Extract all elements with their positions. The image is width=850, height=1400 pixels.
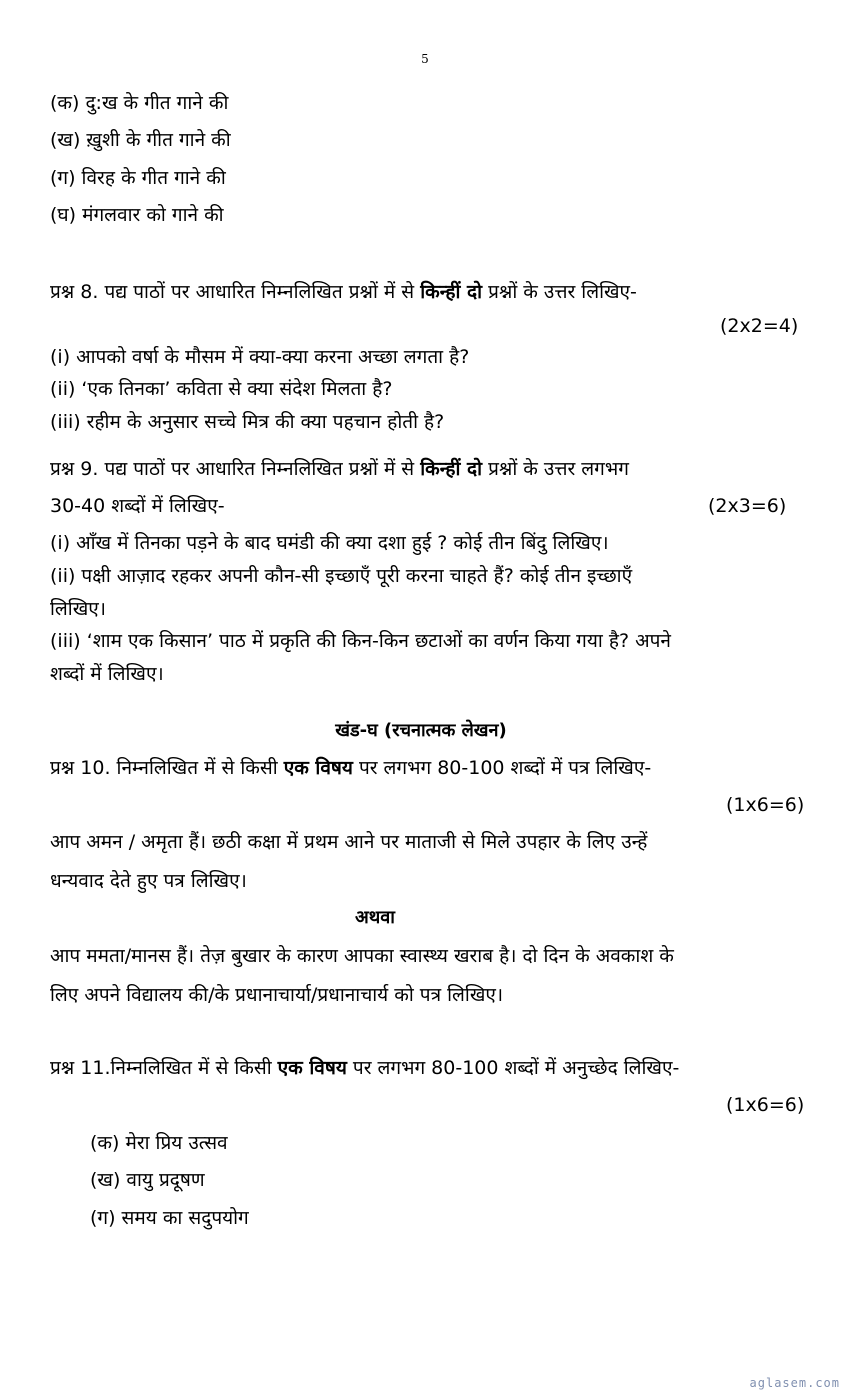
q8-item-1: (i) आपको वर्षा के मौसम में क्या-क्या करना अच्छा लगता है? <box>50 346 470 368</box>
q9-question <box>50 457 629 481</box>
q10-option2-line1: आप ममता/मानस हैं। तेज़ बुखार के कारण आपका स्वास्थ्य खराब है। दो दिन के अवकाश के <box>50 945 674 967</box>
q7-option-ga: (ग) विरह के गीत गाने की <box>50 167 226 189</box>
section-heading: खंड-घ (रचनात्मक लेखन) <box>335 720 507 741</box>
q11-option-ka: (क) मेरा प्रिय उत्सव <box>90 1132 228 1154</box>
q11-option-kha: (ख) वायु प्रदूषण <box>90 1169 205 1191</box>
q9-item-3: (iii) ‘शाम एक किसान’ पाठ में प्रकृति की किन-किन छटाओं का वर्णन किया गया है? अपने <box>50 630 671 652</box>
q9-item-2: (ii) पक्षी आज़ाद रहकर अपनी कौन-सी इच्छाएँ पूरी करना चाहते हैं? कोई तीन इच्छाएँ <box>50 565 633 587</box>
q11-suffix: पर लगभग 80-100 शब्दों में अनुच्छेद लिखिए- <box>346 1057 680 1079</box>
q7-option-ka: (क) दु:ख के गीत गाने की <box>50 92 229 114</box>
q11-prefix: प्रश्न 11.निम्नलिखित में से किसी <box>50 1057 278 1079</box>
q8-suffix: प्रश्नों के उत्तर लिखिए- <box>482 281 637 303</box>
q8-prefix: प्रश्न 8. पद्य पाठों पर आधारित निम्नलिखित प्रश्नों में से <box>50 281 421 303</box>
q9-item-3-cont: शब्दों में लिखिए। <box>50 663 164 685</box>
watermark-footer: aglasem.com <box>749 1376 840 1390</box>
q9-question-line2: 30-40 शब्दों में लिखिए- <box>50 495 225 517</box>
q10-option2-line2: लिए अपने विद्यालय की/के प्रधानाचार्या/प्रधानाचार्य को पत्र लिखिए। <box>50 984 504 1006</box>
q8-item-2: (ii) ‘एक तिनका’ कविता से क्या संदेश मिलता है? <box>50 378 393 400</box>
q10-bold: एक विषय <box>283 757 353 779</box>
q8-bold: किन्हीं दो <box>420 281 483 303</box>
q8-marks: (2x2=4) <box>720 315 799 337</box>
q11-marks: (1x6=6) <box>726 1094 805 1116</box>
q11-question <box>50 1056 679 1080</box>
q9-item-2-cont: लिखिए। <box>50 598 106 620</box>
q8-question <box>50 280 637 304</box>
q9-bold: किन्हीं दो <box>420 458 483 480</box>
page-number: 5 <box>421 52 429 66</box>
q9-marks: (2x3=6) <box>708 495 787 517</box>
q9-item-1: (i) आँख में तिनका पड़ने के बाद घमंडी की क्या दशा हुई ? कोई तीन बिंदु लिखिए। <box>50 532 609 554</box>
q10-option1-line1: आप अमन / अमृता हैं। छठी कक्षा में प्रथम आने पर माताजी से मिले उपहार के लिए उन्हें <box>50 831 648 853</box>
q10-suffix: पर लगभग 80-100 शब्दों में पत्र लिखिए- <box>352 757 652 779</box>
q10-question <box>50 756 651 780</box>
q7-option-gha: (घ) मंगलवार को गाने की <box>50 204 224 226</box>
q11-bold: एक विषय <box>277 1057 347 1079</box>
q9-prefix: प्रश्न 9. पद्य पाठों पर आधारित निम्नलिखित प्रश्नों में से <box>50 458 421 480</box>
q10-prefix: प्रश्न 10. निम्नलिखित में से किसी <box>50 757 284 779</box>
q7-option-kha: (ख) ख़ुशी के गीत गाने की <box>50 129 231 151</box>
q11-option-ga: (ग) समय का सदुपयोग <box>90 1207 249 1229</box>
or-label: अथवा <box>355 907 395 928</box>
q10-marks: (1x6=6) <box>726 794 805 816</box>
q10-option1-line2: धन्यवाद देते हुए पत्र लिखिए। <box>50 870 247 892</box>
q8-item-3: (iii) रहीम के अनुसार सच्चे मित्र की क्या पहचान होती है? <box>50 411 445 433</box>
q9-suffix: प्रश्नों के उत्तर लगभग <box>482 458 629 480</box>
